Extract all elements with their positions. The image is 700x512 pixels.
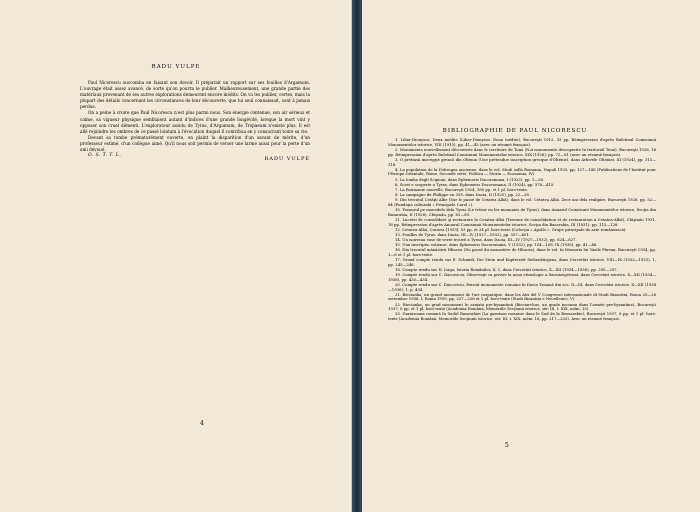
- left-paragraph: On a peine à croire que Paul Nicorescu n'est plus parmi nous. Son énergie contenue, son air sérieux et calme, sa vigueur physique semblaient autant d'indices d'une grande longévité, lorsque la mort vint y opposer son cruel démenti. L'explorateur assidu de Tyras, d'Argamum, de Tropaeum n'existe plus. Il est allé rejoindre les ombres de ce passé lointain à l'évocation duquel il contribua en y consacrant toute sa vie.: [80, 110, 310, 134]
- bibliography-entry: 14. Un nouveau vase de verre trouvé à Tyras, dans Dacia, III—IV (1927—1932), pp. 624—627.: [395, 236, 577, 242]
- bibliography-entry: 18. Compte rendu sur N. Iorga, Istoria Românilor, II, 1, dans Cercetări istorice, X—XII (1934—1936), pp. 295—297.: [395, 266, 618, 272]
- bibliography-entry: 6. Scavi e scoperte a Tyras, dans Ephemeris Dacoromana, II (1924), pp. 378—415.: [395, 181, 555, 187]
- bibliography-entry: 7. La Roumanie nouvelle, Bucureşti 1924, 180 pp. et 1 pl. hors-texte.: [395, 186, 528, 192]
- right-page-number: 5: [505, 442, 509, 449]
- bibliography-entry: 9. Din trecutul Cetăţii Albe (Sur le passé de Cetatea Albă), dans le vol. Cetatea Albă. Zece ani dela realipire, Bucureşti 1928, pp. 52—64 (Fundaţia culturală « Principele Carol »).: [388, 196, 656, 207]
- author-signature: RADU VULPE: [264, 156, 310, 163]
- bibliography-entry: 13. Fouilles de Tyras, dans Dacia, III—IV (1927—1932), pp. 557—601.: [395, 231, 531, 237]
- bibliography-entry: 11. Lucrări de consolidare şi restaurare la Cetatea-Albă (Travaux de consolidation et de restauration à Cetatea-Albă), Chişinău 1931, 16 pp. Réimpression d'après Anuarul Comisiunii Monumentelor istorice, Secţia din Basarabia, III (1931), pp. 115—128.: [388, 216, 656, 227]
- bibliography-title: BIBLIOGRAPHIE DE PAUL NICORESCU: [442, 128, 588, 134]
- bibliography-entry: 2. Monuments nouvellement découverts dans le territoire de Tomi (Noi monumente descoperite în teritoriul Tomi), Bucureşti 1926, 16 pp. Réimpression d'après Buletinul Comisiunii Monumentelor istorice, XIX (1926), pp. 71—81 (avec un résumé français).: [388, 146, 656, 157]
- bibliography-entry: 21. Biecianka, un grand monument de l'art carpatique, dans les Atti del V Congresso internazionale di Studi Bizantini, Roma 20—26 settembre 1936, I, Roma 1939, pp. 227—228 et 1 pl. hors-texte (Studi Bizantini e Neoellenici, V).: [388, 291, 656, 302]
- bibliography-entry: 10. Tezaurul pe monedele dela Tyras (Le trésor en les monnaies de Tyras), dans Anuarul Comisiunii Monumentelor istorice, Secţia din Basarabia, II (1928), Chişinău, pp. 81—89.: [388, 206, 656, 217]
- bibliography-entry: 3. O pretinsă inscripţie greacă din Oltenia (Une prétendue inscription grecque d'Olténie), dans Arhivele Olteniei, III (1924), pp. 315—316.: [388, 156, 656, 167]
- closing-formula: O. S. T. T. L.: [88, 153, 122, 159]
- left-page-heading: RADU VULPE: [151, 64, 201, 70]
- bibliography-list: [388, 138, 656, 322]
- left-page-number: 4: [200, 420, 204, 427]
- bibliography-entry: 16. Din trecutul mănăstirii Hlincea (Du passé du monastère de Hlincea), dans le vol. In Memoria lui Vasile Pârvan, Bucureşti 1934, pp. 1—6 et 1 pl. hors-texte.: [388, 246, 656, 257]
- left-paragraph: Paul Nicorescu succomba en faisant son devoir. Il préparait un rapport sur ses fouilles d'Argamum. L'ouvrage était assez avancé, de sorte qu'on pourra le publier. Malheureusement, une grande partie des matériaux provenant de ses autres explorations demeurent encore inédits. On va les publier, certes, mais la plupart des détails concernant les circonstances de leur découverte, que lui seul connaissait, sont à jamais perdus.: [80, 80, 310, 110]
- book-gutter: [352, 0, 362, 512]
- closing-row: [80, 153, 310, 163]
- bibliography-entry: 4. La population de la Dobrogea ancienne, dans le vol. Studi sulla Romania, Napoli 1925, pp. 127—146 (Publications de l'Institut pour l'Europe Orientale, Rome, Seconde série, Politica — Storia — Economia, IV).: [388, 166, 656, 177]
- bibliography-entry: 15. Una inscriptio ostiense, dans Ephemeris Dacoromana, V (1932), pp. 104—108; IX (1938), pp. 41—46.: [395, 241, 598, 247]
- bibliography-entry: 19. Compte rendu sur C. Daicoviciu, Observaţii cu privire la noua etimologie a Sarmizegetusei, dans Cercetări istorice, X—XII (1934—1936), pp. 433—434.: [388, 271, 656, 282]
- bibliography-entry: 5. La tomba degli Scipioni, dans Ephemeris Dacoromana, I (1923), pp. 1—56.: [395, 176, 545, 182]
- bibliography-entry: 12. Cetatea-Albă, Craiova [1933], 53 pp. et 24 pl. hors-texte (Colecţia « Apollo », Grupe principale de arte românească).: [395, 226, 627, 232]
- left-paragraph: Devant sa tombe prématurément ouverte, on plaint la disparition d'un savant de mérite, d'un professeur estimé, d'un collègue aimé. Qu'il nous soit permis de verser une larme aussi pour la perte d'un ami dévoué.: [80, 134, 310, 153]
- bibliography-entry: 22. Biecianka, un grad monument în armata pre-bynantină (Bieciarchus, un grade inconnu dans l'armée pre-byzantine), Bucureşti 1937, 8 pp. et 1 pl. hors-texte (Academia Română, Memoriile Secţiunii istorice, sér. III, t. XIX, mém. 15).: [388, 301, 656, 312]
- left-page-body: [80, 80, 310, 163]
- bibliography-entry: 1. Liber-Dionysos. Deux inédits (Liber-Dionysos. Doua inédite), Bucureşti 1915, 33 pp. Réimpression d'après Buletinul Comisiunii Monumentelor istorice, VIII (1915), pp. 41—45 (avec un résumé français).: [388, 137, 656, 147]
- bibliography-entry: 23. Garnizoana romană în Sudul Basarabiei (La garnison romaine dans le Sud de la Bessarabie), Bucureşti 1937, 8 pp. et 1 pl. hors-texte (Academia Română, Memoriile Secţiunii istorice, sér. III, t. XIX, mém. 16, pp. 217—225). Avec un résumé français.: [388, 311, 656, 322]
- bibliography-entry: 17. Grand compte rendu sur E. Schmidt, Die Stein und Kupferzeit Siebenbürgens, dans Cercetări istorice, VIII—IX (1932—1933), 1, pp. 245—246.: [388, 256, 656, 267]
- bibliography-entry: 8. La campagne de Philippe en 339, dans Dacia, II (1925), pp. 22—28.: [395, 191, 531, 197]
- bibliography-entry: 20. Compte rendu sur C. Daicoviciu, Extrait monumente romaine în Dacia Traiană din sec. II—III, dans Cercetări istorice, X—XII (1934—1936), 1, p. 434.: [388, 281, 656, 292]
